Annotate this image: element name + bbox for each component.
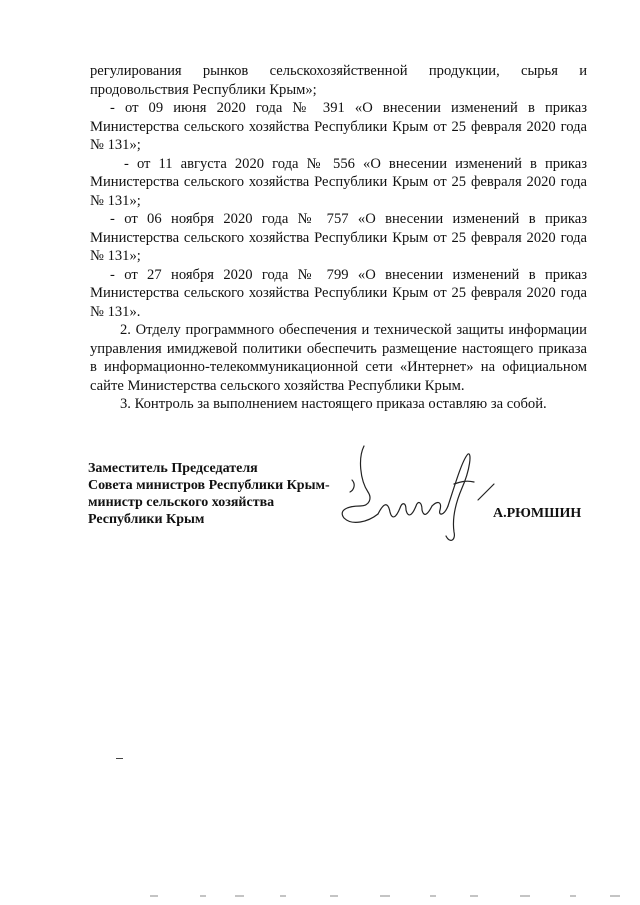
paragraph-item-3: 3. Контроль за выполнением настоящего приказа оставляю за собой. xyxy=(120,396,547,412)
list-item-amendment-556: - от 11 августа 2020 года № 556 «О внесении изменений в приказ Министерства сельского хозяйства Республики Крым от 25 февраля 2020 года № 131»; xyxy=(90,155,587,209)
position-line: министр сельского хозяйства xyxy=(88,495,275,510)
scan-artifact-line xyxy=(140,893,640,899)
position-line: Совета министров Республики Крым- xyxy=(88,478,330,493)
paragraph-item-2: 2. Отделу программного обеспечения и технической защиты информации управления имиджевой политики обеспечить размещение настоящего приказа в информационно-телекоммуникационной сети «Интернет» на официальном сайте Министерства сельского хозяйства Республики Крым. xyxy=(90,322,587,394)
document-body xyxy=(90,62,587,414)
handwritten-signature xyxy=(330,440,500,550)
margin-mark xyxy=(116,758,123,759)
position-line: Заместитель Председателя xyxy=(88,461,258,476)
list-item-amendment-799: - от 27 ноября 2020 года № 799 «О внесении изменений в приказ Министерства сельского хозяйства Республики Крым от 25 февраля 2020 года № 131». xyxy=(90,266,587,320)
signer-name: А.РЮМШИН xyxy=(493,506,582,521)
position-line: Республики Крым xyxy=(88,512,205,527)
list-item-amendment-757: - от 06 ноября 2020 года № 757 «О внесении изменений в приказ Министерства сельского хозяйства Республики Крым от 25 февраля 2020 года № 131»; xyxy=(90,211,587,264)
signatory-position xyxy=(88,460,368,528)
paragraph-continuation: регулирования рынков сельскохозяйственной продукции, сырья и продовольствия Республики Крым»; xyxy=(90,63,587,98)
list-item-amendment-391: - от 09 июня 2020 года № 391 «О внесении изменений в приказ Министерства сельского хозяйства Республики Крым от 25 февраля 2020 года № 131»; xyxy=(90,100,587,153)
